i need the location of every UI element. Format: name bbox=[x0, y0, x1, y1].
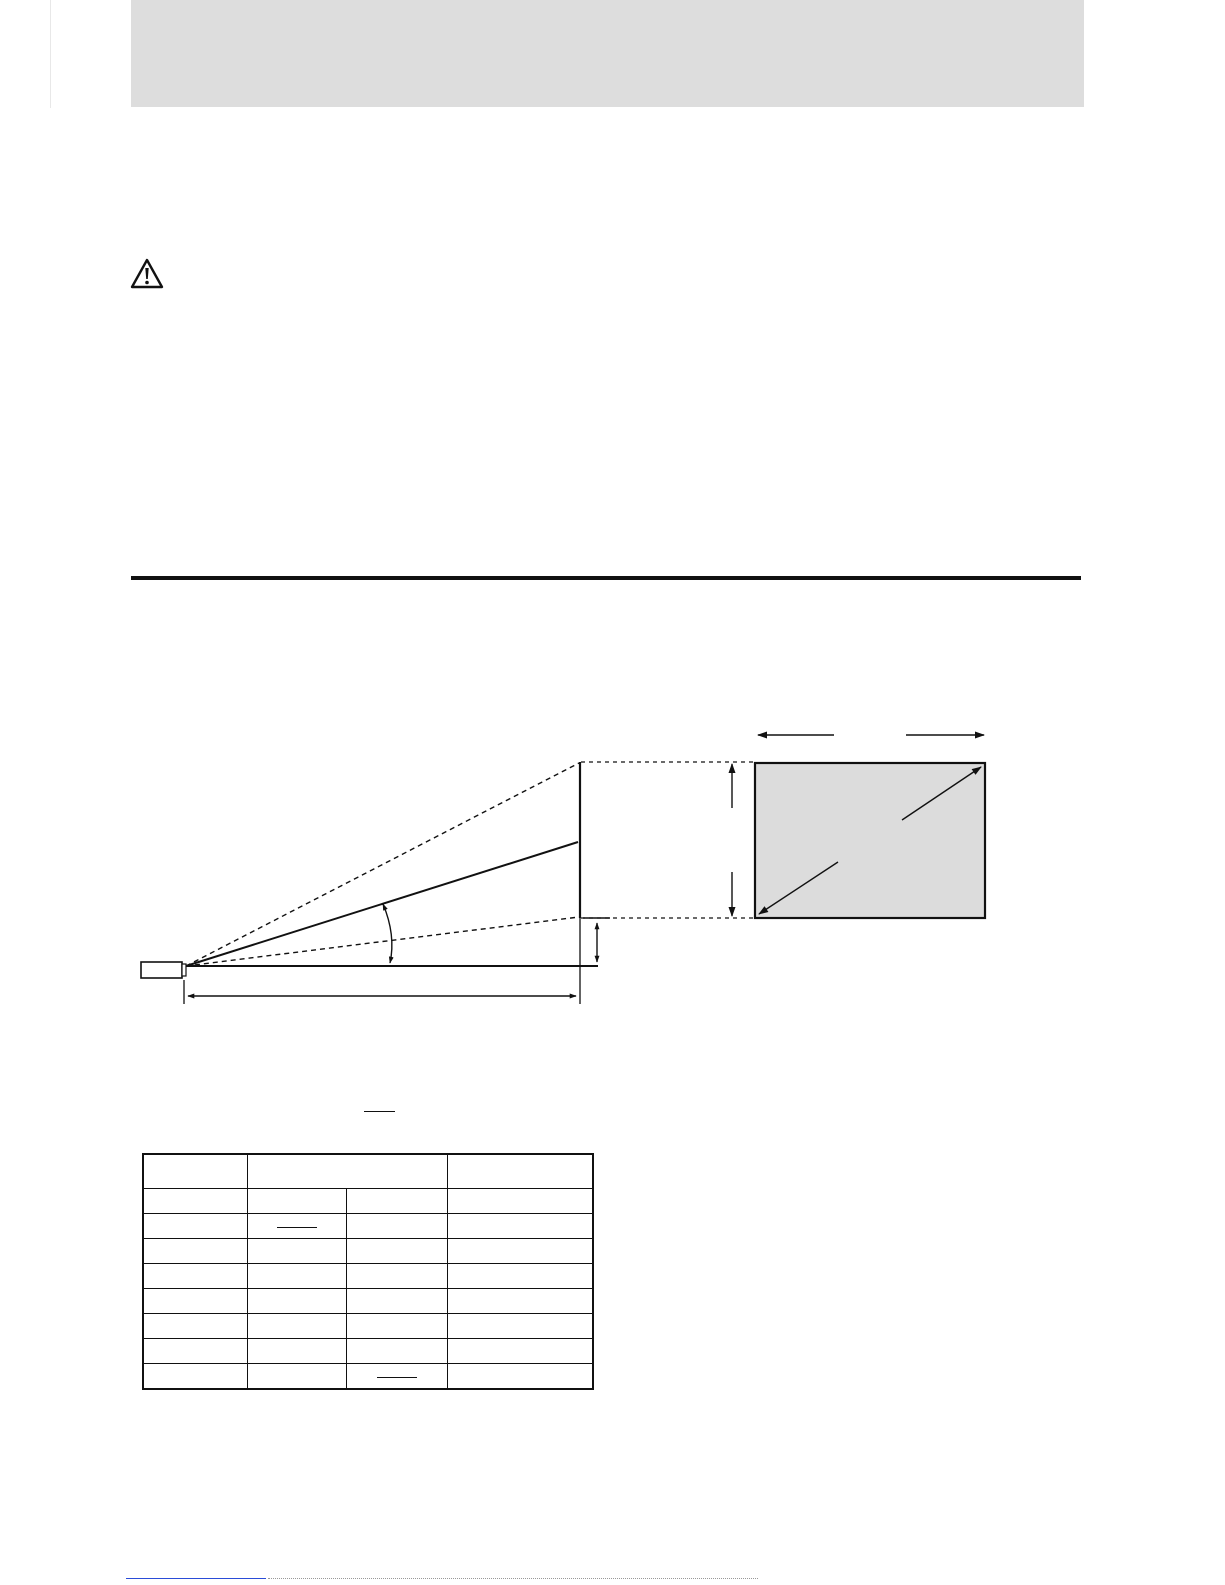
table-cell bbox=[143, 1289, 248, 1314]
table-cell bbox=[143, 1364, 248, 1390]
table-row bbox=[143, 1264, 593, 1289]
table-row bbox=[143, 1339, 593, 1364]
projector-icon bbox=[141, 962, 186, 978]
table-cell bbox=[143, 1339, 248, 1364]
table-row bbox=[143, 1239, 593, 1264]
table-header-row bbox=[143, 1154, 593, 1189]
table-cell bbox=[248, 1339, 347, 1364]
table-cell bbox=[347, 1239, 448, 1264]
table-cell bbox=[448, 1264, 594, 1289]
table-cell bbox=[248, 1264, 347, 1289]
table-row bbox=[143, 1289, 593, 1314]
table-cell bbox=[347, 1289, 448, 1314]
table-cell bbox=[448, 1289, 594, 1314]
table-cell bbox=[448, 1339, 594, 1364]
table-subheader-cell bbox=[347, 1189, 448, 1214]
table-cell bbox=[448, 1239, 594, 1264]
table-cell bbox=[347, 1264, 448, 1289]
table-cell bbox=[248, 1364, 347, 1390]
table-cell bbox=[248, 1289, 347, 1314]
table-cell bbox=[248, 1239, 347, 1264]
footer-link-underline[interactable] bbox=[126, 1578, 266, 1579]
table-cell bbox=[347, 1214, 448, 1239]
table-subheader-cell bbox=[143, 1189, 248, 1214]
table-row bbox=[143, 1314, 593, 1339]
table-subheader-cell bbox=[248, 1189, 347, 1214]
table-header-cell bbox=[448, 1154, 594, 1189]
beam-bottom-edge bbox=[186, 917, 579, 966]
table-cell-dash bbox=[248, 1214, 347, 1239]
table-row bbox=[143, 1214, 593, 1239]
formula-fraction-bar bbox=[364, 1111, 395, 1112]
table-subheader-cell bbox=[448, 1189, 594, 1214]
beam-top-edge bbox=[186, 763, 579, 966]
table-header-cell bbox=[248, 1154, 448, 1189]
table-cell bbox=[143, 1264, 248, 1289]
footer-dotted-line bbox=[268, 1578, 758, 1580]
table-cell-dash bbox=[347, 1364, 448, 1390]
table-header-cell bbox=[143, 1154, 248, 1189]
dash-mark bbox=[377, 1377, 417, 1378]
table-cell bbox=[143, 1214, 248, 1239]
table-cell bbox=[448, 1364, 594, 1390]
dash-mark bbox=[277, 1227, 317, 1228]
projection-angle-arc bbox=[383, 904, 392, 963]
table-cell bbox=[448, 1314, 594, 1339]
table-cell bbox=[347, 1314, 448, 1339]
table-row bbox=[143, 1364, 593, 1390]
table-cell bbox=[248, 1314, 347, 1339]
table-cell bbox=[143, 1314, 248, 1339]
throw-distance-table bbox=[142, 1153, 594, 1390]
table-cell bbox=[448, 1214, 594, 1239]
beam-center-axis bbox=[186, 842, 578, 966]
table-subheader-row bbox=[143, 1189, 593, 1214]
table-cell bbox=[143, 1239, 248, 1264]
table-cell bbox=[347, 1339, 448, 1364]
